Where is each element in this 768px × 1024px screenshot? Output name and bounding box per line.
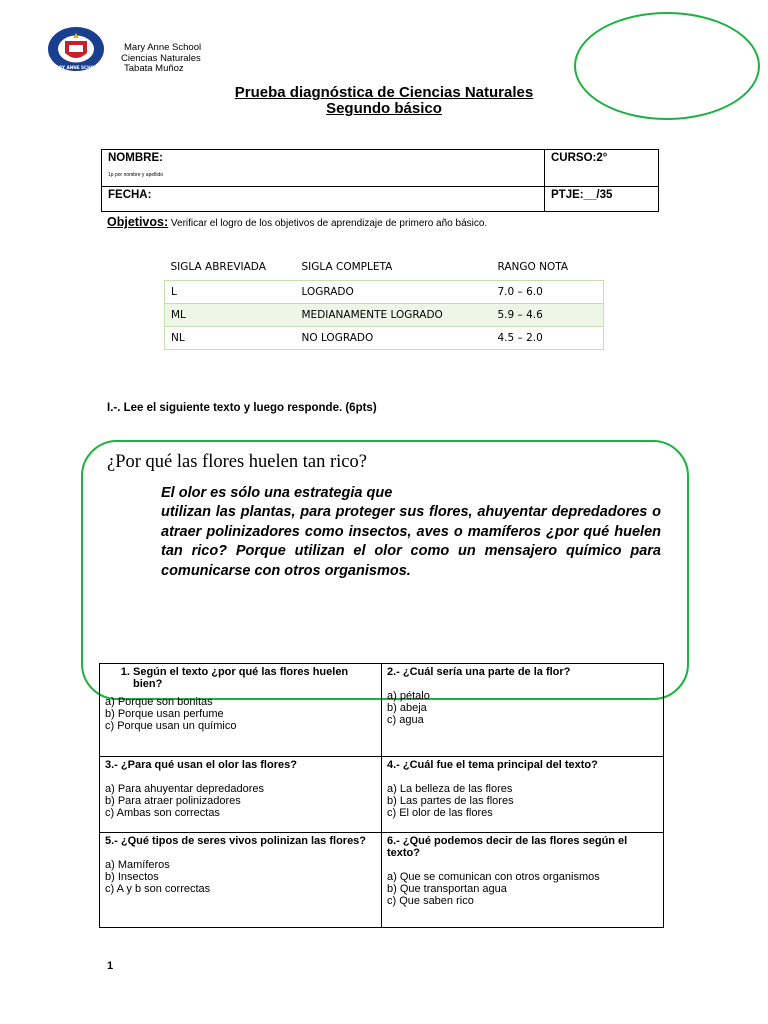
option[interactable]: b) Insectos [105, 871, 159, 883]
question-5-text: 5.- ¿Qué tipos de seres vivos polinizan las flores? [105, 835, 367, 847]
grade-scale-table [164, 254, 604, 350]
table-row [165, 281, 604, 304]
option[interactable]: a) Que se comunican con otros organismos [387, 871, 600, 883]
option[interactable]: b) Las partes de las flores [387, 795, 514, 807]
grade-cell: MEDIANAMENTE LOGRADO [296, 304, 492, 327]
grade-cell: 5.9 – 4.6 [492, 304, 604, 327]
school-logo [44, 25, 116, 77]
option[interactable]: c) A y b son correctas [105, 883, 211, 895]
teacher-name: Tabata Muñoz [124, 63, 184, 74]
page-subtitle: Segundo básico [326, 100, 442, 117]
reading-body: utilizan las plantas, para proteger sus flores, ahuyentar depredadores o atraer polinizadores como insectos, aves o mamíferos ¿por qué huelen tan rico? Porque utilizan el olor como un mensajero químico para comunicarse con otros organismos. [161, 504, 661, 579]
subject-name: Ciencias Naturales [121, 52, 201, 64]
option[interactable]: c) Porque usan un químico [105, 720, 237, 732]
question-3-text: 3.- ¿Para qué usan el olor las flores? [105, 759, 297, 771]
option[interactable]: c) El olor de las flores [387, 807, 493, 819]
page-number: 1 [107, 960, 114, 972]
curso-label: CURSO:2° [551, 152, 608, 164]
option[interactable]: b) abeja [387, 702, 427, 714]
school-header [121, 43, 201, 75]
ptje-cell [545, 187, 659, 212]
grade-header: RANGO NOTA [497, 261, 569, 273]
grade-header: SIGLA COMPLETA [301, 261, 393, 273]
section-heading: I.-. Lee el siguiente texto y luego responde. (6pts) [107, 402, 377, 414]
grade-cell: L [165, 281, 296, 304]
objectives-text: Verificar el logro de los objetivos de aprendizaje de primero año básico. [170, 218, 488, 229]
ptje-label: PTJE:__/35 [551, 189, 613, 201]
option[interactable]: c) agua [387, 714, 424, 726]
school-name: Mary Anne School [124, 42, 202, 53]
grade-cell: LOGRADO [296, 281, 492, 304]
question-1-text: 1. Según el texto ¿por qué las flores huelen bien? [133, 666, 376, 690]
question-5 [100, 833, 382, 928]
table-row [165, 304, 604, 327]
grade-cell: NL [165, 327, 296, 350]
option[interactable]: b) Porque usan perfume [105, 708, 224, 720]
grade-cell: 7.0 – 6.0 [492, 281, 604, 304]
question-2 [382, 664, 664, 757]
svg-text:MARY ANNE SCHOOL: MARY ANNE SCHOOL [51, 65, 101, 70]
question-6 [382, 833, 664, 928]
question-1 [100, 664, 382, 757]
reading-first-line: El olor es sólo una estrategia que [161, 485, 393, 501]
objectives-label: Objetivos: [107, 215, 169, 229]
option[interactable]: a) Porque son bonitas [105, 696, 213, 708]
curso-cell [545, 150, 659, 187]
option[interactable]: c) Que saben rico [387, 895, 474, 907]
option[interactable]: b) Que transportan agua [387, 883, 507, 895]
nombre-hint: 1p por nombre y apellido [108, 172, 164, 178]
option[interactable]: a) Para ahuyentar depredadores [105, 783, 264, 795]
question-3 [100, 757, 382, 833]
nombre-label: NOMBRE: [108, 152, 163, 164]
nombre-cell[interactable] [102, 150, 545, 187]
option[interactable]: a) La belleza de las flores [387, 783, 513, 795]
option[interactable]: b) Para atraer polinizadores [105, 795, 241, 807]
table-row [165, 327, 604, 350]
reading-title: ¿Por qué las flores huelen tan rico? [107, 452, 367, 472]
option[interactable]: a) pétalo [387, 690, 430, 702]
option[interactable]: a) Mamíferos [105, 859, 170, 871]
grade-cell: NO LOGRADO [296, 327, 492, 350]
grade-cell: ML [165, 304, 296, 327]
grade-header: SIGLA ABREVIADA [170, 261, 266, 273]
questions-table [99, 663, 664, 928]
question-2-text: 2.- ¿Cuál sería una parte de la flor? [387, 666, 571, 678]
question-4-text: 4.- ¿Cuál fue el tema principal del texto? [387, 759, 598, 771]
question-6-text: 6.- ¿Qué podemos decir de las flores según el texto? [387, 835, 628, 859]
option[interactable]: c) Ambas son correctas [105, 807, 220, 819]
grade-cell: 4.5 – 2.0 [492, 327, 604, 350]
student-info-table [101, 149, 659, 212]
fecha-cell[interactable] [102, 187, 545, 212]
page-title: Prueba diagnóstica de Ciencias Naturales [234, 84, 534, 101]
fecha-label: FECHA: [108, 189, 152, 201]
question-4 [382, 757, 664, 833]
objectives [107, 215, 487, 229]
